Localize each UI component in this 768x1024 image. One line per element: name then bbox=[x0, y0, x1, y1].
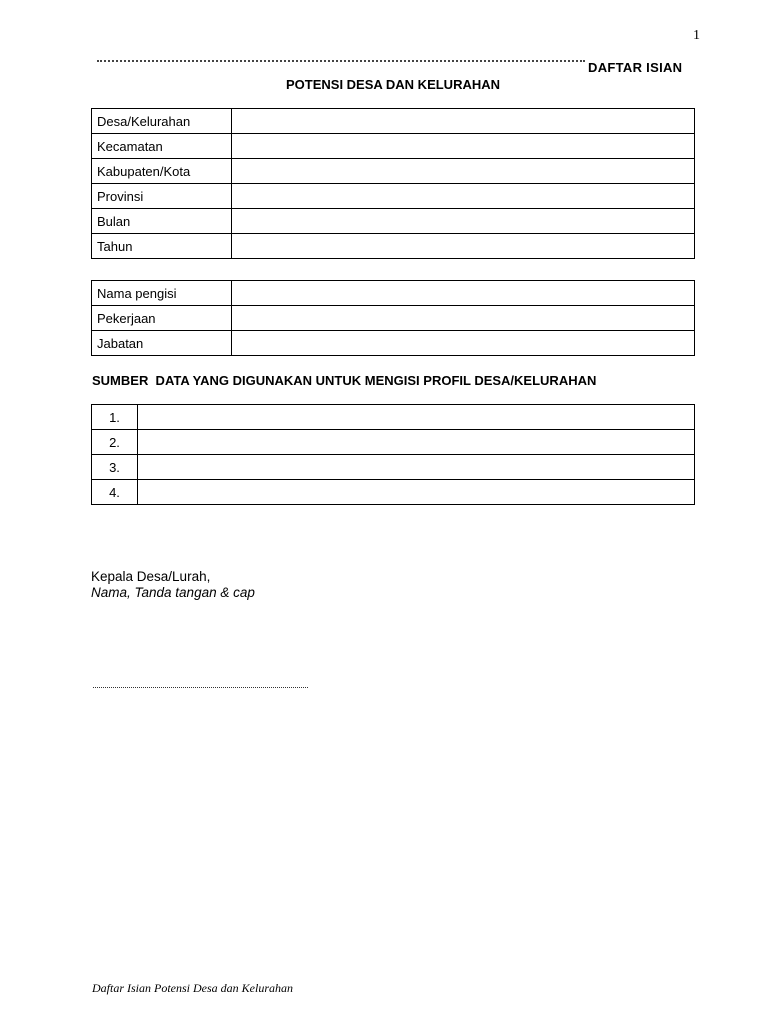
field-input-tahun[interactable] bbox=[232, 234, 695, 259]
filler-table bbox=[91, 280, 695, 356]
page-footer: Daftar Isian Potensi Desa dan Kelurahan bbox=[92, 981, 293, 995]
field-input-kecamatan[interactable] bbox=[232, 134, 695, 159]
table-row bbox=[92, 159, 695, 184]
field-label-bulan: Bulan bbox=[92, 209, 232, 234]
source-number: 2. bbox=[92, 430, 138, 455]
field-label-nama-pengisi: Nama pengisi bbox=[92, 281, 232, 306]
sources-table bbox=[91, 404, 695, 505]
signer-label: Kepala Desa/Lurah, bbox=[91, 569, 211, 584]
sources-heading: SUMBER DATA YANG DIGUNAKAN UNTUK MENGISI PROFIL DESA/KELURAHAN bbox=[92, 373, 597, 388]
field-label-provinsi: Provinsi bbox=[92, 184, 232, 209]
signer-note: Nama, Tanda tangan & cap bbox=[91, 585, 255, 600]
table-row bbox=[92, 234, 695, 259]
form-title: DAFTAR ISIAN bbox=[588, 60, 683, 75]
field-input-provinsi[interactable] bbox=[232, 184, 695, 209]
source-number: 3. bbox=[92, 455, 138, 480]
location-table bbox=[91, 108, 695, 259]
field-input-jabatan[interactable] bbox=[232, 331, 695, 356]
field-input-bulan[interactable] bbox=[232, 209, 695, 234]
header-dotted-rule bbox=[97, 60, 585, 68]
signature-line[interactable] bbox=[93, 687, 308, 690]
table-row bbox=[92, 430, 695, 455]
field-label-kabupaten-kota: Kabupaten/Kota bbox=[92, 159, 232, 184]
field-label-pekerjaan: Pekerjaan bbox=[92, 306, 232, 331]
source-number: 4. bbox=[92, 480, 138, 505]
table-row bbox=[92, 281, 695, 306]
page-number: 1 bbox=[693, 28, 700, 43]
field-input-nama-pengisi[interactable] bbox=[232, 281, 695, 306]
field-input-desa-kelurahan[interactable] bbox=[232, 109, 695, 134]
field-input-pekerjaan[interactable] bbox=[232, 306, 695, 331]
table-row bbox=[92, 306, 695, 331]
table-row bbox=[92, 209, 695, 234]
field-input-kabupaten-kota[interactable] bbox=[232, 159, 695, 184]
table-row bbox=[92, 331, 695, 356]
table-row bbox=[92, 184, 695, 209]
table-row bbox=[92, 455, 695, 480]
source-input[interactable] bbox=[138, 480, 695, 505]
table-row bbox=[92, 134, 695, 159]
field-label-jabatan: Jabatan bbox=[92, 331, 232, 356]
field-label-desa-kelurahan: Desa/Kelurahan bbox=[92, 109, 232, 134]
source-number: 1. bbox=[92, 405, 138, 430]
field-label-tahun: Tahun bbox=[92, 234, 232, 259]
source-input[interactable] bbox=[138, 455, 695, 480]
form-subtitle: POTENSI DESA DAN KELURAHAN bbox=[285, 77, 501, 92]
table-row bbox=[92, 480, 695, 505]
source-input[interactable] bbox=[138, 430, 695, 455]
source-input[interactable] bbox=[138, 405, 695, 430]
table-row bbox=[92, 405, 695, 430]
table-row bbox=[92, 109, 695, 134]
field-label-kecamatan: Kecamatan bbox=[92, 134, 232, 159]
